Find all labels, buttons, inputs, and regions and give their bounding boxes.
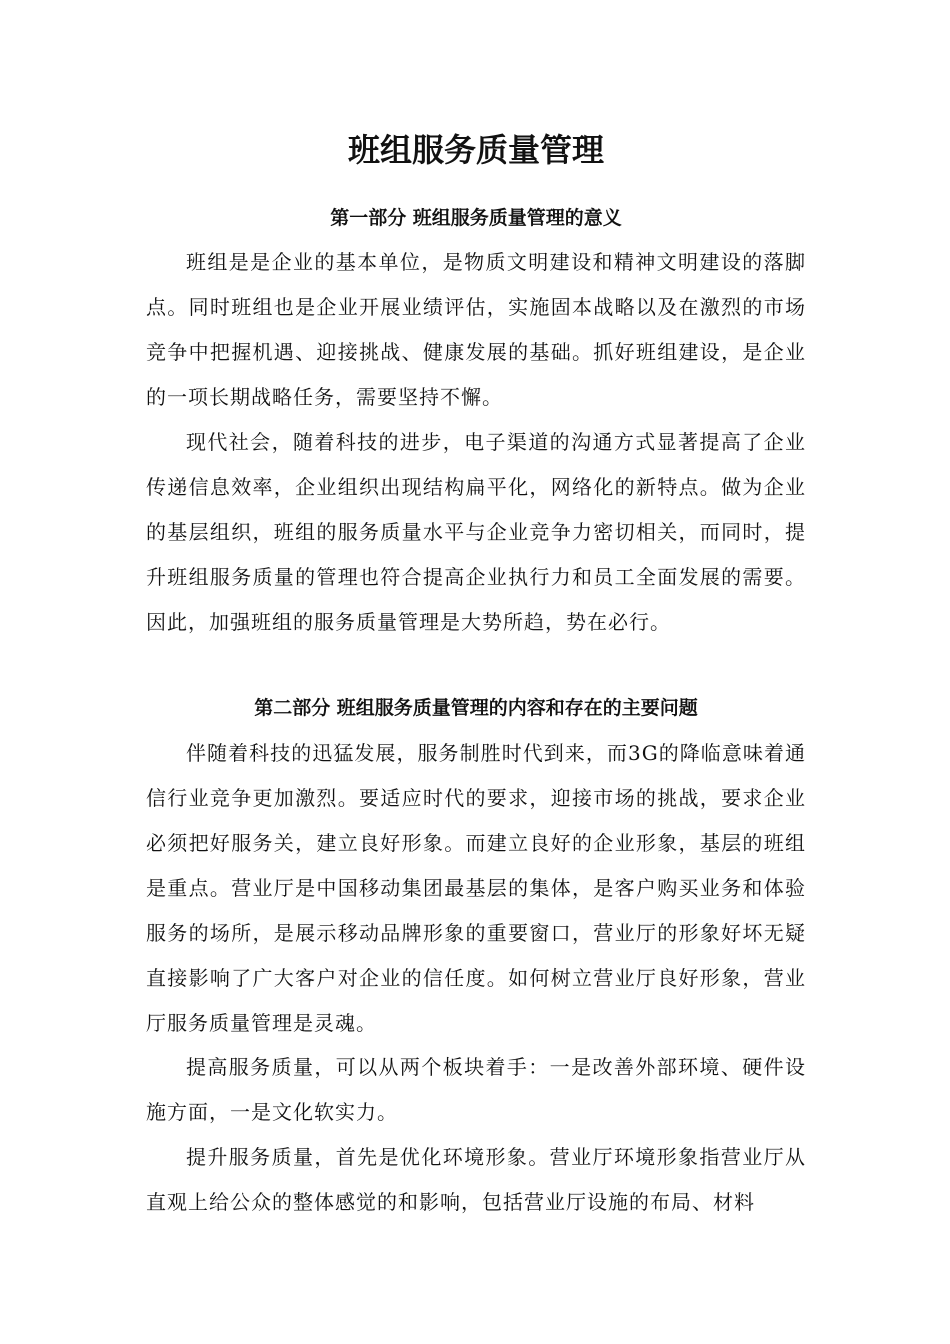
paragraph-2-2: 提高服务质量，可以从两个板块着手：一是改善外部环境、硬件设施方面，一是文化软实力。	[146, 1055, 806, 1124]
document-title: 班组服务质量管理	[347, 131, 604, 169]
paragraph-2-1: 伴随着科技的迅猛发展，服务制胜时代到来，而3G的降临意味着通信行业竞争更加激烈。要适应时代的要求，迎接市场的挑战，要求企业必须把好服务关，建立良好形象。而建立良好的企业形象，基层的班组是重点。营业厅是中国移动集团最基层的集体，是客户购买业务和体验服务的场所，是展示移动品牌形象的重要窗口，营业厅的形象好坏无疑直接影响了广大客户对企业的信任度。如何树立营业厅良好形象，营业厅服务质量管理是灵魂。	[146, 741, 806, 1035]
section-heading-1: 第一部分 班组服务质量管理的意义	[330, 207, 622, 229]
paragraph-1-1: 班组是是企业的基本单位，是物质文明建设和精神文明建设的落脚点。同时班组也是企业开展业绩评估，实施固本战略以及在激烈的市场竞争中把握机遇、迎接挑战、健康发展的基础。抓好班组建设，是企业的一项长期战略任务，需要坚持不懈。	[146, 250, 806, 409]
section-heading-2: 第二部分 班组服务质量管理的内容和存在的主要问题	[254, 697, 698, 719]
paragraph-1-2: 现代社会，随着科技的进步，电子渠道的沟通方式显著提高了企业传递信息效率，企业组织出现结构扁平化，网络化的新特点。做为企业的基层组织，班组的服务质量水平与企业竞争力密切相关，而同时，提升班组服务质量的管理也符合提高企业执行力和员工全面发展的需要。因此，加强班组的服务质量管理是大势所趋，势在必行。	[146, 430, 806, 634]
document-page	[146, 0, 806, 1344]
paragraph-2-3: 提升服务质量，首先是优化环境形象。营业厅环境形象指营业厅从直观上给公众的整体感觉的和影响，包括营业厅设施的布局、材料	[146, 1145, 806, 1214]
